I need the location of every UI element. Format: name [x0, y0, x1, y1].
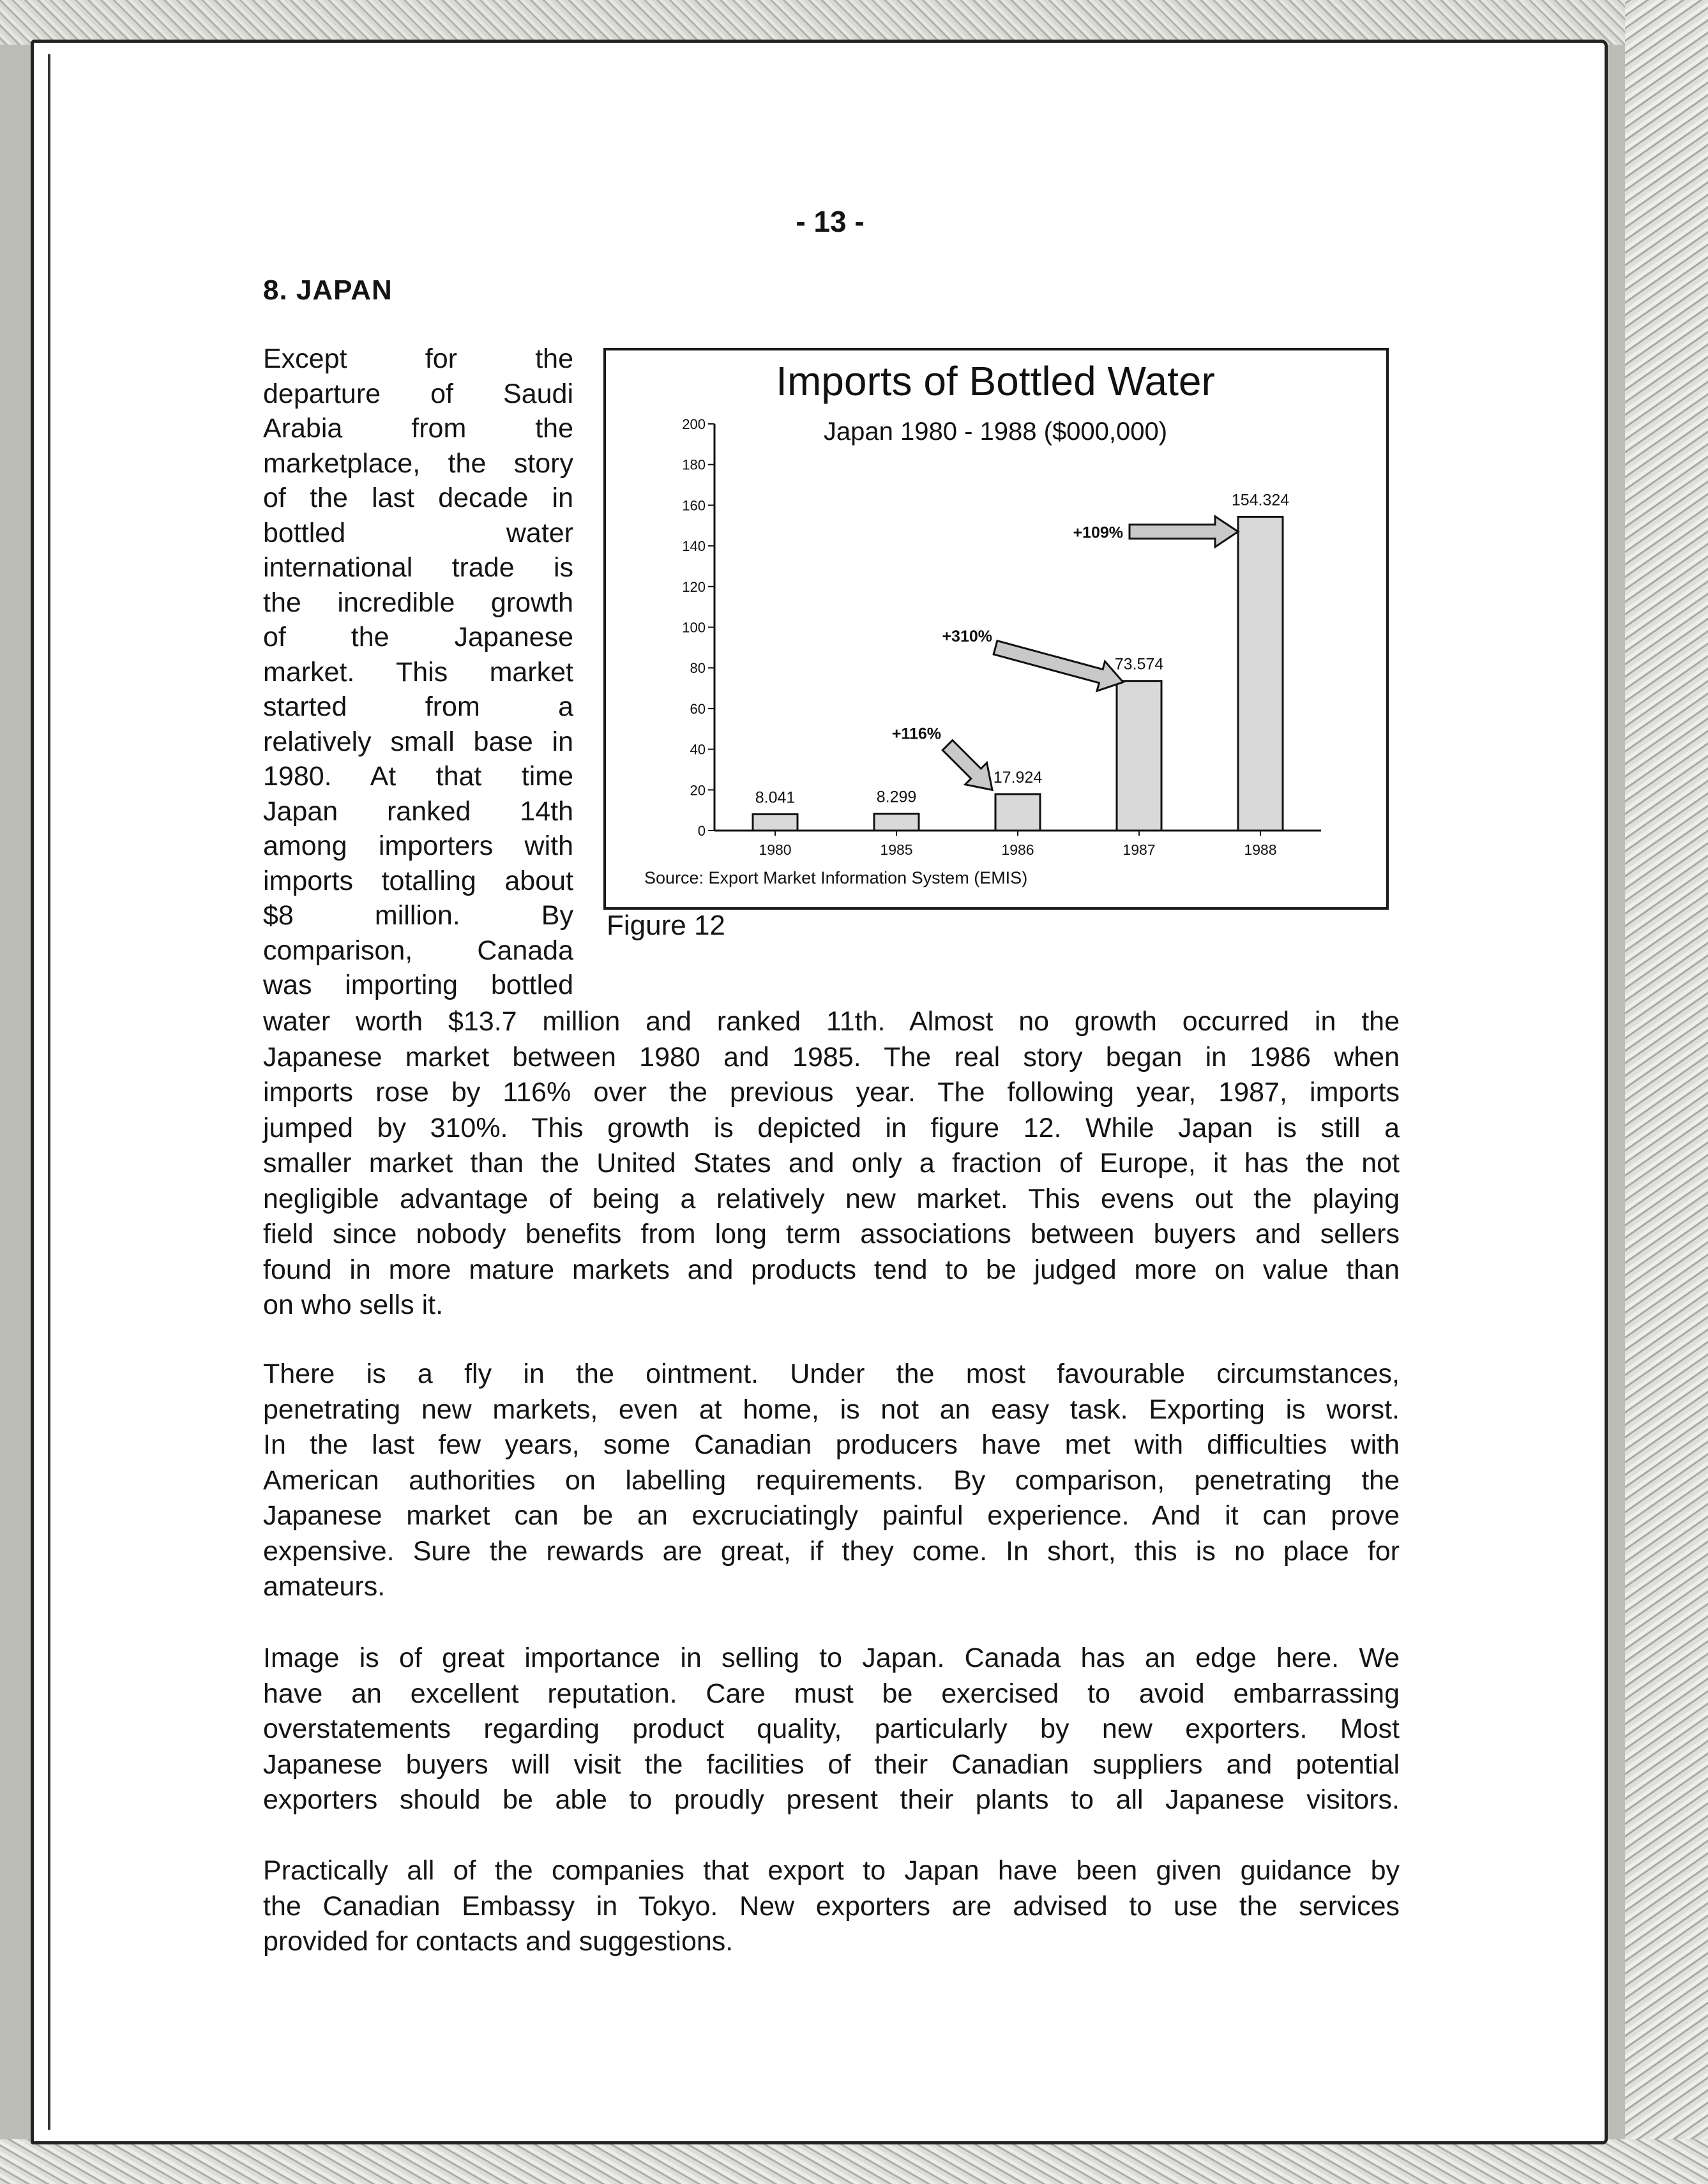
chart-source: Source: Export Market Information System (EMIS) [644, 868, 1028, 887]
x-tick-label: 1980 [759, 841, 792, 858]
bar-1987 [1117, 681, 1161, 831]
bar-chart [606, 350, 1386, 907]
text-line: Image is of great importance in selling to Japan. Canada has an edge here. We [263, 1643, 1400, 1673]
growth-label-116: +116% [891, 725, 941, 743]
text-line: In the last few years, some Canadian producers have met with difficulties with [263, 1429, 1400, 1460]
text-line: relatively small base in [263, 726, 573, 757]
text-line: the Canadian Embassy in Tokyo. New exporters are advised to use the services [263, 1890, 1400, 1922]
text-line: found in more mature markets and products tend to be judged more on value than [263, 1254, 1400, 1285]
paragraph-3 [263, 1641, 1400, 1818]
text-line: American authorities on labelling requirements. By comparison, penetrating the [263, 1465, 1400, 1496]
scan-border-top [0, 0, 1708, 45]
text-line: bottled water [263, 517, 573, 548]
text-line: Japanese market can be an excruciatingly painful experience. And it can prove [263, 1500, 1400, 1531]
x-tick-label: 1988 [1244, 841, 1277, 858]
x-tick-label: 1986 [1001, 841, 1034, 858]
bar-1980 [753, 814, 797, 831]
text-line: expensive. Sure the rewards are great, if they come. In short, this is no place for [263, 1535, 1400, 1567]
y-tick-label: 0 [697, 823, 706, 839]
bar-value-label: 73.574 [1114, 655, 1164, 674]
y-tick-label: 120 [682, 578, 706, 595]
section-heading: 8. JAPAN [263, 275, 393, 306]
text-line: field since nobody benefits from long term associations between buyers and sellers [263, 1219, 1400, 1249]
bar-1986 [995, 794, 1040, 831]
text-line: overstatements regarding product quality, particularly by new exporters. Most [263, 1713, 1400, 1744]
page-number: - 13 - [796, 205, 865, 238]
text-line: of the Japanese [263, 622, 573, 652]
chart-subtitle: Japan 1980 - 1988 ($000,000) [823, 418, 1168, 446]
growth-arrow-116 [942, 740, 992, 790]
y-tick-label: 140 [682, 538, 706, 555]
text-line: comparison, Canada [263, 935, 573, 966]
paragraph-4 [263, 1853, 1400, 1960]
text-line: 1980. At that time [263, 761, 573, 792]
growth-label-310: +310% [942, 627, 992, 645]
y-tick-label: 20 [690, 782, 706, 799]
bar-value-label: 17.924 [993, 768, 1043, 787]
text-line: marketplace, the story [263, 448, 573, 479]
text-line: started from a [263, 691, 573, 722]
y-tick-label: 40 [690, 741, 706, 758]
bar-value-label: 8.299 [876, 788, 917, 806]
text-line: among importers with [263, 831, 573, 861]
text-line: international trade is [263, 552, 573, 583]
growth-arrow-109 [1130, 516, 1238, 547]
text-line: exporters should be able to proudly present their plants to all Japanese visitors. [263, 1784, 1400, 1815]
x-tick-label: 1987 [1122, 841, 1156, 858]
text-line: smaller market than the United States and only a fraction of Europe, it has the not [263, 1148, 1400, 1179]
y-tick-label: 80 [690, 660, 706, 677]
text-line: $8 million. By [263, 900, 573, 931]
text-line: provided for contacts and suggestions. [263, 1926, 734, 1957]
text-line: Japan ranked 14th [263, 795, 573, 827]
bar-1988 [1238, 516, 1283, 831]
bar-1985 [874, 814, 919, 831]
scan-border-right [1625, 0, 1708, 2184]
text-line: of the last decade in [263, 483, 573, 513]
text-line: market. This market [263, 656, 573, 688]
text-line: water worth $13.7 million and ranked 11th. Almost no growth occurred in the [263, 1006, 1400, 1037]
y-tick-label: 60 [690, 700, 706, 717]
text-line: jumped by 310%. This growth is depicted in figure 12. While Japan is still a [263, 1112, 1400, 1143]
y-tick-label: 200 [682, 416, 706, 432]
figure-caption: Figure 12 [607, 910, 725, 941]
chart-annotations [892, 516, 1238, 790]
text-line: imports rose by 116% over the previous year. The following year, 1987, imports [263, 1077, 1400, 1108]
text-line: have an excellent reputation. Care must be exercised to avoid embarrassing [263, 1678, 1400, 1709]
text-line: Except for the [263, 343, 573, 374]
text-line: Arabia from the [263, 413, 573, 444]
y-tick-label: 160 [682, 497, 706, 514]
x-tick-label: 1985 [880, 841, 913, 858]
text-line: imports totalling about [263, 865, 573, 896]
text-line: departure of Saudi [263, 378, 573, 409]
y-tick-label: 100 [682, 619, 706, 636]
text-line: There is a fly in the ointment. Under the most favourable circumstances, [263, 1359, 1400, 1389]
wrapped-column-text [263, 342, 573, 1003]
text-line: the incredible growth [263, 587, 573, 618]
text-line: penetrating new markets, even at home, is not an easy task. Exporting is worst. [263, 1394, 1400, 1425]
text-line: on who sells it. [263, 1290, 444, 1320]
growth-label-109: +109% [1073, 523, 1123, 542]
text-line: negligible advantage of being a relatively new market. This evens out the playing [263, 1183, 1400, 1214]
text-line: Japanese buyers will visit the facilities of their Canadian suppliers and potential [263, 1749, 1400, 1780]
bar-value-label: 8.041 [755, 788, 796, 807]
scan-border-bottom [0, 2139, 1708, 2184]
paragraph-2 [263, 1357, 1400, 1605]
y-tick-label: 180 [682, 456, 706, 473]
text-line: Japanese market between 1980 and 1985. The real story began in 1986 when [263, 1041, 1400, 1073]
chart-title: Imports of Bottled Water [776, 358, 1215, 404]
bar-value-label: 154.324 [1231, 491, 1290, 509]
growth-arrow-310 [994, 641, 1123, 691]
text-line: Practically all of the companies that export to Japan have been given guidance by [263, 1855, 1400, 1886]
bar-chart-panel [603, 348, 1389, 910]
paragraph-1 [263, 1004, 1400, 1323]
text-line: amateurs. [263, 1571, 386, 1602]
text-line: was importing bottled [263, 970, 573, 1000]
